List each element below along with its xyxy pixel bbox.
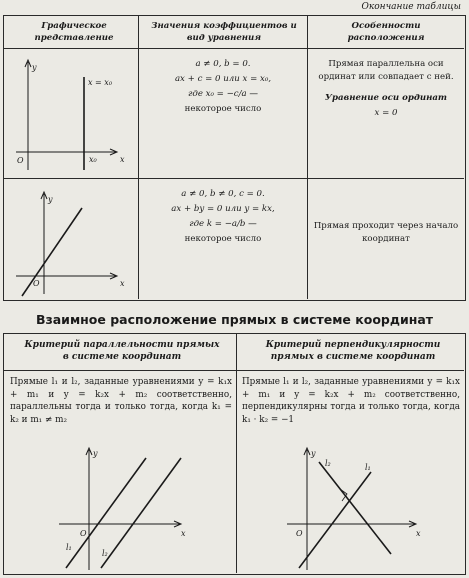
- row1-coef-line: a ≠ 0, b = 0.: [195, 59, 251, 69]
- row1-coefficients: [140, 58, 306, 118]
- row1-coef-line: ax + c = 0 или x = x₀,: [174, 74, 272, 84]
- perp-l1-label: l₁: [365, 463, 371, 472]
- row1-desc-line: Уравнение оси ординат: [325, 93, 447, 103]
- parallel-l2-label: l₂: [102, 549, 108, 558]
- row1-desc-line: Прямая параллельна оси ординат или совпадает с ней.: [318, 59, 454, 82]
- parallel-x-label: x: [181, 529, 186, 538]
- graph2-origin-label: O: [33, 279, 40, 288]
- perp-x-label: x: [416, 529, 421, 538]
- parallel-origin-label: O: [80, 529, 87, 538]
- perpendicular-lines-graph: [279, 444, 429, 572]
- row1-coef-line: некоторое число: [184, 104, 262, 114]
- parallel-y-label: y: [93, 449, 98, 458]
- header-coefficients: Значения коэффициентов и вид уравнения: [151, 21, 297, 43]
- graph1-tick-label: x₀: [89, 155, 97, 164]
- section-title: Взаимное расположение прямых в системе координат: [35, 312, 434, 327]
- parallel-lines-graph: [44, 444, 194, 572]
- perp-l2-label: l₂: [325, 459, 331, 468]
- header-features: Особенности расположения: [347, 21, 425, 43]
- graph2-y-label: y: [48, 195, 53, 204]
- header-graph: Графическое представление: [34, 21, 114, 43]
- table-caption: Окончание таблицы: [361, 2, 461, 12]
- perpendicular-criterion-text: Прямые l₁ и l₂, заданные уравнениями y = k₁x + m₁ и y = k₂x + m₂ соответственно, перпендикулярны тогда и только тогда, когда k₁ · k₂ = −1: [242, 377, 460, 425]
- row2-coef-line: ax + by = 0 или y = kx,: [171, 204, 275, 214]
- row2-coef-line: где k = −a/b —: [189, 219, 257, 229]
- parallel-criterion-text: Прямые l₁ и l₂, заданные уравнениями y = k₁x + m₁ и y = k₂x + m₂ соответственно, параллельны тогда и только тогда, когда k₁ = k₂ и m₁ ≠ m₂: [10, 377, 232, 425]
- parallel-criterion-title: Критерий параллельности прямых в системе координат: [24, 340, 220, 362]
- criteria-table: [3, 333, 466, 575]
- graph-line-through-origin: [8, 182, 136, 298]
- graph1-line-label: x = x₀: [88, 78, 113, 87]
- graph-vertical-line: [8, 52, 136, 176]
- graph2-x-label: x: [120, 279, 125, 288]
- row2-description: [312, 220, 460, 248]
- row2-coef-line: a ≠ 0, b ≠ 0, c = 0.: [181, 189, 265, 199]
- graph1-y-label: y: [32, 63, 37, 72]
- perpendicular-criterion-title: Критерий перпендикулярности прямых в системе координат: [265, 340, 441, 362]
- row2-coefficients: [140, 188, 306, 248]
- coefficients-table: [3, 15, 466, 301]
- row2-coef-line: некоторое число: [184, 234, 262, 244]
- perp-origin-label: O: [296, 529, 303, 538]
- row1-desc-line: x = 0: [374, 108, 398, 118]
- row2-desc-line: Прямая проходит через начало координат: [313, 221, 459, 244]
- graph1-x-label: x: [120, 155, 125, 164]
- row1-description: [312, 58, 460, 122]
- perp-y-label: y: [311, 449, 316, 458]
- graph1-origin-label: O: [17, 156, 24, 165]
- parallel-l1-label: l₁: [66, 543, 72, 552]
- row1-coef-line: где x₀ = −c/a —: [188, 89, 258, 99]
